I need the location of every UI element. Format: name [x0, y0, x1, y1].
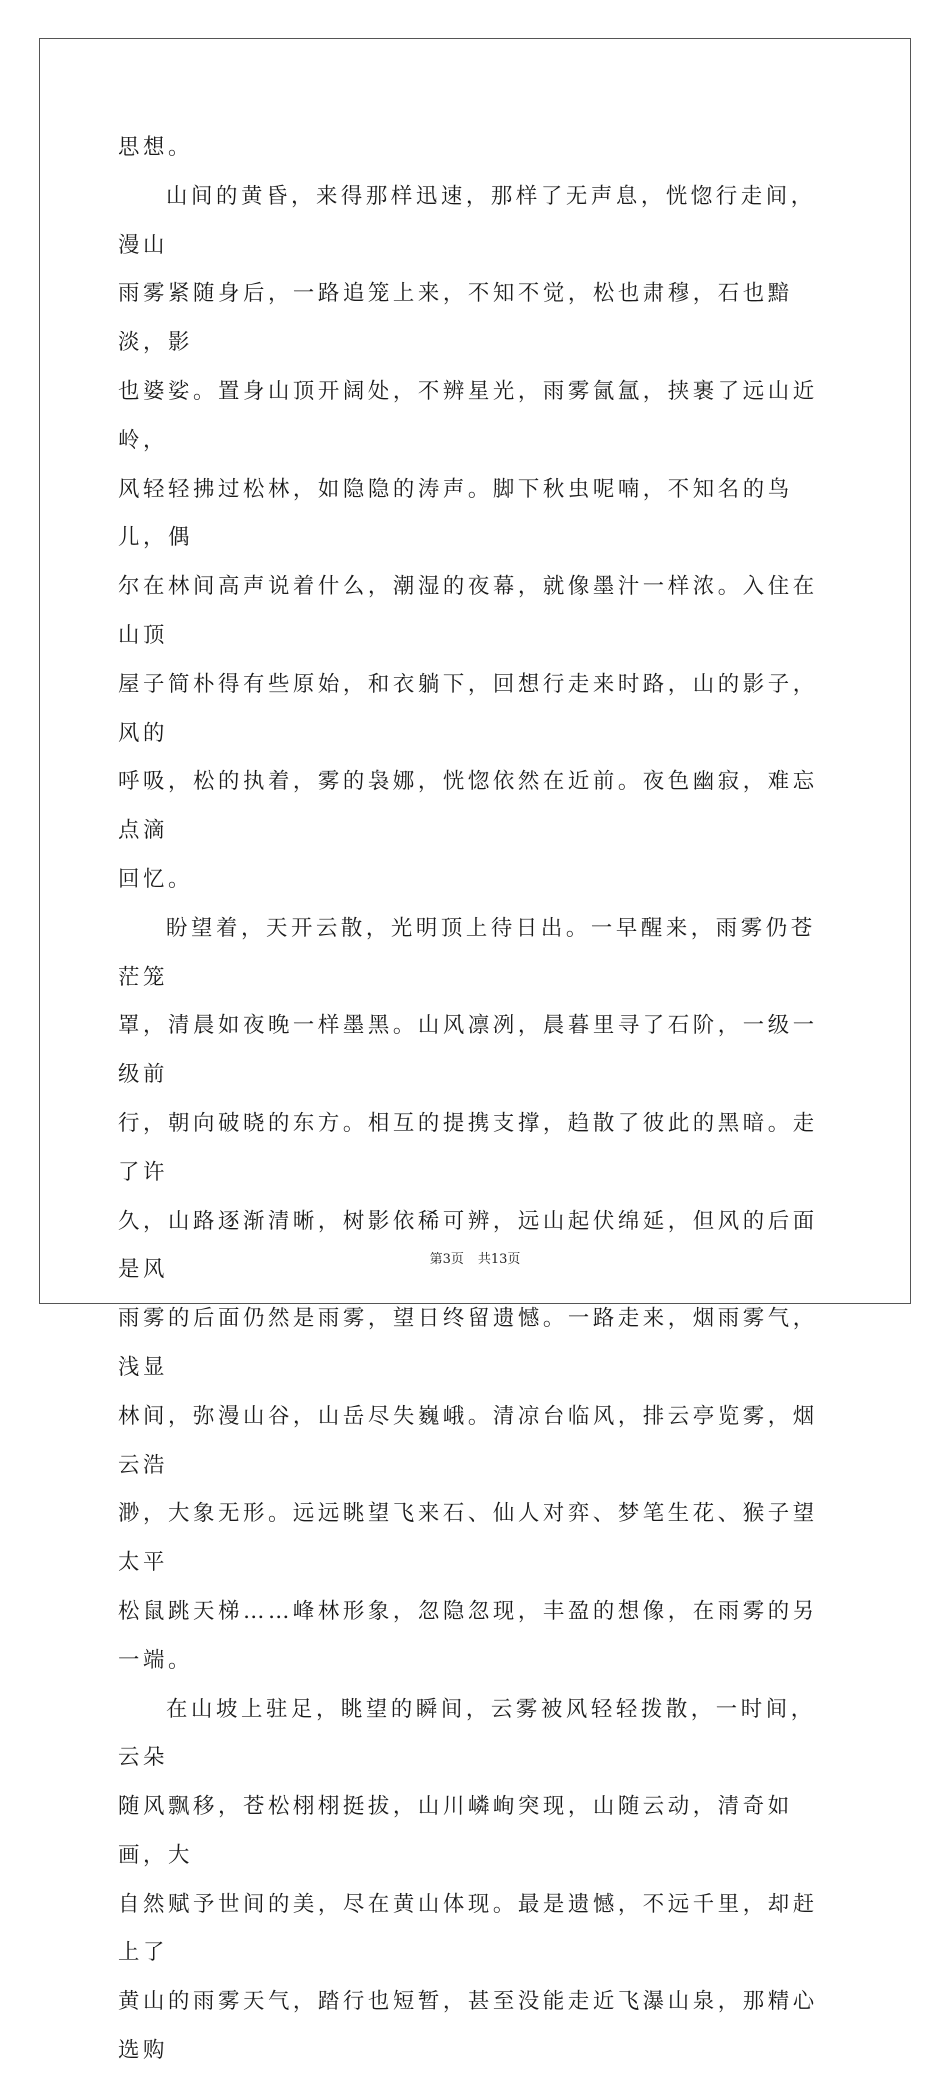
paragraph: [118, 905, 838, 1686]
text-line: 自然赋予世间的美，尽在黄山体现。最是遗憾，不远千里，却赶上了: [118, 1891, 818, 1966]
text-line: 思想。: [118, 135, 193, 160]
text-line: 风轻轻拂过松林，如隐隐的涛声。脚下秋虫呢喃，不知名的鸟儿，偶: [118, 476, 793, 551]
paragraph: [118, 124, 838, 173]
text-line: 也婆娑。置身山顶开阔处，不辨星光，雨雾氤氲，挟裹了远山近岭，: [118, 378, 818, 453]
page-number: 第3页: [429, 1252, 464, 1267]
text-line: 在山坡上驻足，眺望的瞬间，云雾被风轻轻拨散，一时间，云朵: [118, 1696, 816, 1771]
text-line: 久，山路逐渐清晰，树影依稀可辨，远山起伏绵延，但风的后面是风: [118, 1208, 818, 1283]
page-footer: [0, 1248, 950, 1267]
text-line: 行，朝向破晓的东方。相互的提携支撑，趋散了彼此的黑暗。走了许: [118, 1110, 818, 1185]
text-line: 呼吸，松的执着，雾的袅娜，恍惚依然在近前。夜色幽寂，难忘点滴: [118, 769, 818, 844]
text-line: 尔在林间高声说着什么，潮湿的夜幕，就像墨汁一样浓。入住在山顶: [118, 574, 818, 648]
text-line: 山间的黄昏，来得那样迅速，那样了无声息，恍惚行走间，漫山: [118, 183, 816, 258]
text-line: 随风飘移，苍松栩栩挺拔，山川嶙峋突现，山随云动，清奇如画，大: [118, 1794, 793, 1868]
text-line: 雨雾紧随身后，一路追笼上来，不知不觉，松也肃穆，石也黯淡，影: [118, 281, 793, 356]
text-line: 罩，清晨如夜晚一样墨黑。山风凛冽，晨暮里寻了石阶，一级一级前: [118, 1013, 818, 1088]
text-line: 渺，大象无形。远远眺望飞来石、仙人对弈、梦笔生花、猴子望太平: [118, 1501, 818, 1576]
text-line: 雨雾的后面仍然是雨雾，望日终留遗憾。一路走来，烟雨雾气，浅显: [118, 1306, 818, 1380]
text-line: 盼望着，天开云散，光明顶上待日出。一早醒来，雨雾仍苍茫笼: [118, 915, 816, 990]
text-line: 松鼠跳天梯……峰林形象，忽隐忽现，丰盈的想像，在雨雾的另一端。: [118, 1598, 818, 1673]
text-line: 林间，弥漫山谷，山岳尽失巍峨。清凉台临风，排云亭览雾，烟云浩: [118, 1403, 818, 1478]
document-body: [118, 124, 838, 2076]
text-line: 黄山的雨雾天气，踏行也短暂，甚至没能走近飞瀑山泉，那精心选购: [118, 1989, 818, 2064]
text-line: 回忆。: [118, 866, 193, 892]
page-total: 共13页: [477, 1252, 521, 1267]
text-line: 屋子简朴得有些原始，和衣躺下，回想行走来时路，山的影子，风的: [118, 671, 818, 746]
paragraph: [118, 1686, 838, 2076]
paragraph: [118, 173, 838, 905]
